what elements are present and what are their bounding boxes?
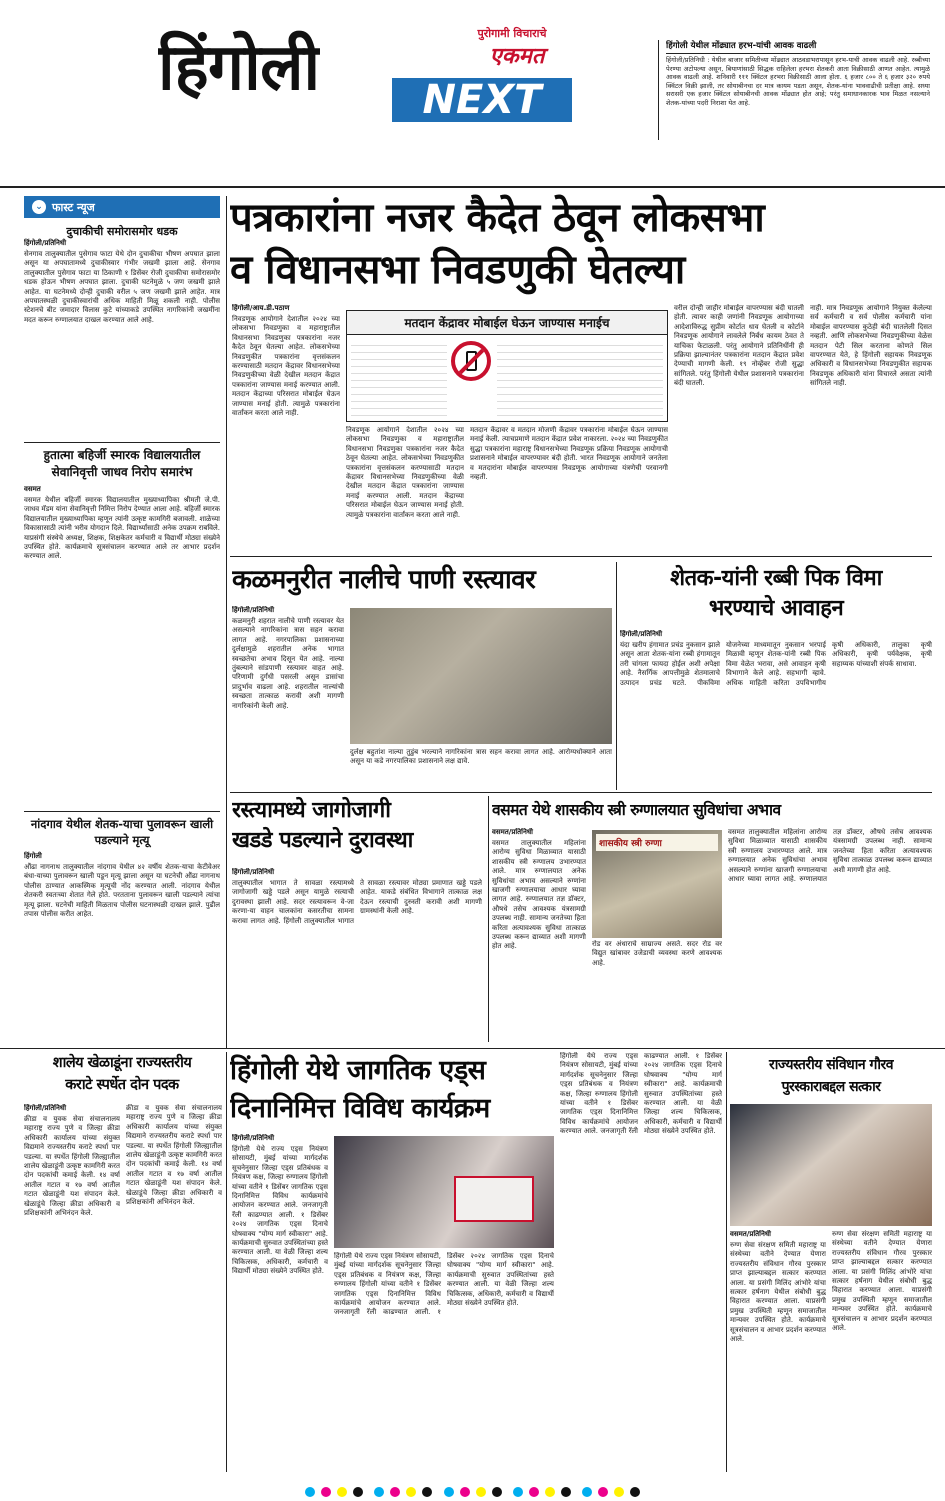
kalamnuri-headline: कळमनुरीत नालीचे पाणी रस्त्यावर [232,565,536,595]
award-headline [730,1054,932,1098]
roads-headline-line1: रस्त्यामध्ये जागोजागी [232,798,391,823]
roads-headline-line2: खडडे पडल्याने दुरावस्था [232,828,413,853]
aids-text-extra: हिंगोली येथे राज्य एड्स नियंत्रण सोसायटी, मुंबई यांच्या मार्गदर्शक सूचनेनुसार जिल्हा एड्स प्रतिबंधक व नियंत्रण कक्ष, जिल्हा रुग्णालय हिंगोली यांच्या वतीने १ डिसेंबर जागतिक एड्स दिनानिमित्त विविध कार्यक्रमांचे आयोजन करण्यात आले. जनजागृती रॅली काढण्यात आली. १ डिसेंबर २०२४ जागतिक एड्स दिनाचे घोषवाक्य "योग्य मार्ग स्वीकारा" आहे. कार्यक्रमाची सुरुवात उपस्थितांच्या हस्ते करण्यात आली. या वेळी जिल्हा शल्य चिकित्सक, अधिकारी, कर्मचारी व विद्यार्थी मोठ्या संख्येने उपस्थित होते. [560,1052,722,1136]
hospital-photo [592,830,722,938]
hospital-byline: वसमत/प्रतिनिधी [492,828,533,836]
chevron-down-icon: ⌄ [32,200,46,214]
top-brief-headline: हिंगोली येथील मोंढ्यात हरभ-यांची आवक वाढली [666,40,930,54]
fast-news-headline: दुचाकीची समोरासमोर धडक [66,225,178,238]
top-brief-text: हिंगोली/प्रतिनिधी : येथील बाजार समितीच्या मोंढ्यात आठवडाभरापासून हरभ-याची आवक वाढली आहे. रब्बीच्या पेरण्या अटोपल्या असून, बियाणांसाठी सिद्धक राहिलेला हरभरा शेतकरी आता विक्रीसाठी आणत आहेत. त्यामुळे आवक वाढली आहे. शनिवारी १११ क्विंटल हरभरा विक्रीसाठी आला होता. ६ हजार ८०० ते ६ हजार ३२० रुपये क्विंटल विक्री झाली, तर सोयाबीनचा दर मात्र कायम पडता असून, शेतक-यांना भाववाढीची प्रतीक्षा आहे. सध्या सरासरी एक हजार क्विंटल सोयाबीनची आवक मोंढ्यात होत आहे; परंतु समाधानकारक भाव मिळत नसल्याने शेतक-यांच्या पदरी निराशा येत आहे. [666,56,930,107]
karate-text: क्रीडा व युवक सेवा संचालनालय महाराष्ट्र राज्य पुणे व जिल्हा क्रीडा अधिकारी कार्यालय यांच्या संयुक्त विद्यमाने राज्यस्तरीय कराटे स्पर्धा पार पडल्या. या स्पर्धेत हिंगोली जिल्ह्यातील शालेय खेळाडूंनी उत्कृष्ट कामगिरी करत दोन पदकांची कमाई केली. १४ वर्षा आतील गटात व १७ वर्षा आतील गटात खेळाडूंनी यश संपादन केले. खेळाडूंचे जिल्हा क्रीडा अधिकारी व प्रशिक्षकांनी अभिनंदन केले. [24,1115,120,1218]
kalamnuri-photo [350,608,612,744]
hospital-headline: वसमत येथे शासकीय स्त्री रुग्णालयात सुविधांचा अभाव [492,801,781,819]
no-phone-icon [451,341,491,381]
infobox-text-left [351,339,447,419]
lead-col-5 [810,304,932,550]
fast-news-item [24,224,220,438]
crop-text: यंदा खरीप हंगामात प्रचंड नुकसान झाले असून आता शेतक-यांना रब्बी हंगामातून तरी चांगला फायदा होईल अशी अपेक्षा आहे. नैसर्गिक आपत्तीमुळे शेतमालाचे उत्पादन प्रचंड घटते. पीकविमा योजनेच्या माध्यमातून नुकसान भरपाई मिळावी म्हणून शेतक-यांनी रब्बी पिक विमा वेळेत भरावा, असे आवाहन कृषी विभागाने केले आहे. सहभागी व्हावे. अधिक माहिती करिता उपविभागीय कृषी अधिकारी, तालुका कृषी अधिकारी, कृषी पर्यवेक्षक, कृषी सहाय्यक यांच्याशी संपर्क साधावा. [620,641,932,687]
fast-news-banner [24,196,220,218]
lead-col-1 [232,304,340,550]
award-text: रुग्ण सेवा संरक्षण समिती महाराष्ट्र या संस्थेच्या वतीने देण्यात येणारा राज्यस्तरीय संविधान गौरव पुरस्कार प्राप्त झाल्याबद्दल सत्कार करण्यात आला. या प्रसंगी मिलिंद आंभोरे यांचा सत्कार हर्षनाग येथील संबोधी बुद्ध विहारात करण्यात आला. याप्रसंगी प्रमुख उपस्थिती म्हणून समाजातील मान्यवर उपस्थित होते. कार्यक्रमाचे सूत्रसंचालन व आभार प्रदर्शन करण्यात आले. [730,1241,826,1344]
aids-banner [454,1176,534,1222]
award-text-more: रुग्ण सेवा संरक्षण समिती महाराष्ट्र या संस्थेच्या वतीने देण्यात येणारा राज्यस्तरीय संविधान गौरव पुरस्कार प्राप्त झाल्याबद्दल सत्कार करण्यात आला. या प्रसंगी मिलिंद आंभोरे यांचा सत्कार हर्षनाग येथील संबोधी बुद्ध विहारात करण्यात आला. याप्रसंगी प्रमुख उपस्थिती म्हणून समाजातील मान्यवर उपस्थित होते. कार्यक्रमाचे सूत्रसंचालन व आभार प्रदर्शन करण्यात आले. [832,1230,932,1333]
lead-col-4 [674,304,804,550]
crop-headline [620,564,932,624]
aids-headline-line1: हिंगोली येथे जागतिक एड्स [230,1055,486,1086]
lead-headline-line1: पत्रकारांना नजर कैदेत ठेवून लोकसभा [230,195,765,241]
crop-headline-line1: शेतक-यांनी रब्बी पिक विमा [670,566,882,591]
lead-text-col5: नाही. मात्र निवडणूक आयोगाने नियुक्त केलेल्या सर्व कर्मचारी व सर्व पोलीस कर्मचारी यांना मोबाईल वापरण्यास कुठेही बंदी घातलेली दिसत नव्हती. आणि लोकसभेच्या निवडणुकीच्या वेळेस मतदान पेटी सिल करताना कोणते सिल वापरण्यात येते, हे हिंगोली सहायक निवडणूक अधिकारी व विधानसभेच्या निवडणुकीत सहायक निवडणूक अधिकारी यांना विचारले असता त्यांनी सांगितले नाही. [810,304,932,388]
top-brief [666,40,930,140]
registration-marks [0,1482,945,1498]
lead-text-col3: मतदान केंद्रावर व मतदान मोजणी केंद्रावर पत्रकारांना मोबाईल घेऊन जाण्यास मनाई केली. त्याचप्रमाणे मतदान केंद्रात प्रवेश नाकारला. २०२४ च्या निवडणुकीत सुद्धा पत्रकारांना महाराष्ट्र विधानसभेच्या निवडणूक प्रक्रिया निवडणूक आयोगाची प्रशासनाने मोबाईल वापरण्यावर बंदी होती. भारत निवडणूक आयोगाने जनतेला व मतदारांना मोबाईल वापरण्यास निवडणूक आयोगाच्या यंत्रणेची परवानगी नव्हती. [470,426,668,482]
fast-news-headline: हुतात्मा बहिर्जी स्मारक विद्यालयातील सेवानिवृत्ती जाधव निरोप समारंभ [43,448,201,479]
fast-news-text: सेनगाव तालुक्यातील पुसेगाव फाटा येथे दोन दुचाकीचा भीषण अपघात झाला असून या अपघातामध्ये दुचाकीस्वार गंभीर जखमी झाला आहे. सेनगाव तालुक्यातील पुसेगाव फाटा या ठिकाणी १ डिसेंबर रोजी दुचाकीचा समोरासमोर धडक होऊन भीषण अपघात झाला. दुचाकी घटनेमुळे ५ जण जखमी झाले आहेत. या घटनेमध्ये दोन्ही दुचाकी वरील ५ जण जखमी झाले आहेत. मात्र अपघातस्थळी दुचाकीस्वारांची अधिक माहिती मिळू शकली नाही. पोलीस स्टेशनचे बीट जमादार विलास कुटे यांच्याकडे उपस्थित नागरिकांनी जखमींना मदत करून रुग्णालयात दाखल करण्यात आले आहे. [24,250,220,324]
hospital-text-col3 [728,828,932,1040]
next-logo: NEXT [392,78,572,122]
lead-text-col1: निवडणूक आयोगाने देशातील २०२४ च्या लोकसभा निवडणुका व महाराष्ट्रातील विधानसभा निवडणुका पत्रकारांना नजर कैदेत ठेवून घेतल्या आहेत. लोकसभेच्या निवडणुकीत पत्रकारांना वृत्तसंकलन करण्यासाठी मतदान केंद्रावर विधानसभेच्या निवडणुकीच्या वेळी देखील मतदान केंद्रात पत्रकारांना जाण्यास मनाई करण्यात आली. मतदान केंद्राच्या परिसरात मोबाईल घेऊन जाण्यास मनाई होती. त्यामुळे पत्रकारांना वार्तांकन करता आले नाही. [232,315,340,418]
aids-text-col [232,1134,328,1474]
kalamnuri-text: कळमनुरी शहरात नालीचे पाणी रस्त्यावर येत असल्याने नागरिकांना त्रास सहन करावा लागत आहे. नगरपालिका प्रशासनाच्या दुर्लक्षामुळे शहरातील अनेक भागात स्वच्छतेचा अभाव दिसून येत आहे. नाल्या तुंबल्याने सांडपाणी रस्त्यावर वाहत आहे. परिणामी दुर्गंधी पसरली असून डासांचा प्रादुर्भाव वाढला आहे. शहरातील नाल्यांची स्वच्छता तात्काळ करावी अशी मागणी नागरिकांनी केली आहे. [232,617,344,710]
fast-news-column [24,196,220,1046]
aids-photo [334,1136,554,1248]
award-text-col [730,1230,826,1474]
infobox-title: मतदान केंद्रावर मोबाईल घेऊन जाण्यास मनाईच [347,311,667,335]
fast-news-text: वसमत येथील बहिर्जी स्मारक विद्यालयातील मुख्याध्यापिका श्रीमती जे.पी. जाधव मॅडम यांना सेवानिवृत्ती निमित्त निरोप देण्यात आला आहे. बहिर्जी स्मारक विद्यालयातील मुख्याध्यापिका म्हणून त्यांनी उत्कृष्ट कामगिरी बजावली. शाळेच्या विकासासाठी त्यांनी भरीव योगदान दिले. विद्यार्थ्यांसाठी अनेक उपक्रम राबविले. याप्रसंगी संस्थेचे अध्यक्ष, शिक्षक, शिक्षकेतर कर्मचारी व विद्यार्थी मोठ्या संख्येने उपस्थित होते. कार्यक्रमाचे सूत्रसंचालन करण्यात आले तर आभार प्रदर्शन करण्यात आले. [24,496,220,561]
karate-byline: हिंगोली/प्रतिनिधी [24,1104,67,1112]
kalamnuri-caption: दुर्लक्ष बहुतांश नाल्या तुडुंब भरल्याने नागरिकांना त्रास सहन करावा लागत आहे. आरोग्यधोक्याने आता असून या कडे नगरपालिका प्रशासनाने लक्ष द्यावे. [350,748,612,766]
karate-text-col2 [126,1104,222,1472]
aids-byline: हिंगोली/प्रतिनिधी [232,1134,275,1142]
fast-news-item [24,447,220,807]
roads-headline [232,796,482,856]
aids-text-col4 [560,1052,722,1474]
lead-infobox [346,310,668,422]
award-text-col2 [832,1230,932,1474]
roads-text-col [232,868,482,1040]
karate-headline-line1: शालेय खेळाडूंना राज्यस्तरीय [52,1055,192,1071]
hospital-caption: रोड वर अंधाराचे साम्राज्य असते. सदर रोड वर विद्युत खांबावर उजेडाची व्यवस्था करणे आवश्यक आहे. [592,940,722,967]
lead-col-3 [470,426,668,550]
karate-headline-line2: कराटे स्पर्धेत दोन पदक [65,1077,179,1093]
hospital-text-col [492,828,586,1040]
karate-headline [24,1052,220,1096]
crop-headline-line2: भरण्याचे आवाहन [708,596,844,621]
fast-news-byline: हिंगोली/प्रतिनिधी [24,239,67,247]
award-photo [730,1104,932,1226]
fast-news-label: फास्ट न्यूज [52,200,95,214]
masthead-title: हिंगोली [158,31,320,105]
brand-logo: एकमत [489,44,545,69]
lead-text-col3b: निवडणूक आयोगाने देशातील २०२४ च्या लोकसभा निवडणुका व महाराष्ट्रातील विधानसभा निवडणुका पत्रकारांना नजर कैदेत ठेवून घेतल्या आहेत. लोकसभेच्या निवडणुकीत पत्रकारांना वृत्तसंकलन करण्यासाठी मतदान केंद्रावर विधानसभेच्या निवडणुकीच्या वेळी देखील मतदान केंद्रात पत्रकारांना जाण्यास मनाई करण्यात आली. मतदान केंद्राच्या परिसरात मोबाईल घेऊन जाण्यास मनाई होती. त्यामुळे पत्रकारांना वार्तांकन करता आले नाही. [346,426,464,519]
award-headline-line2: पुरस्काराबद्दल सत्कार [781,1079,881,1095]
hospital-sign: शासकीय स्त्री रुग्णा [596,834,718,851]
karate-text-more: क्रीडा व युवक सेवा संचालनालय महाराष्ट्र राज्य पुणे व जिल्हा क्रीडा अधिकारी कार्यालय यांच्या संयुक्त विद्यमाने राज्यस्तरीय कराटे स्पर्धा पार पडल्या. या स्पर्धेत हिंगोली जिल्ह्यातील शालेय खेळाडूंनी उत्कृष्ट कामगिरी करत दोन पदकांची कमाई केली. १४ वर्षा आतील गटात व १७ वर्षा आतील गटात खेळाडूंनी यश संपादन केले. खेळाडूंचे जिल्हा क्रीडा अधिकारी व प्रशिक्षकांनी अभिनंदन केले. [126,1104,222,1207]
fast-news-item [24,816,220,1046]
kalamnuri-byline: हिंगोली/प्रतिनिधी [232,606,275,614]
award-headline-line1: राज्यस्तरीय संविधान गौरव [768,1057,894,1073]
fast-news-text: औंढा नागनाथ तालुक्यातील नांदगाव येथील ४२ वर्षीय शेतक-याचा केटीवेअर बंधा-याच्या पुलावरून खाली पडून मृत्यू झाला असून या घटनेची औंढा नागनाथ पोलीस ठाण्यात आकस्मिक मृत्यूची नोंद करण्यात आली. नांदगाव येथील शेतकरी स्वतःच्या शेतात गेले होते. परतताना पुलावरून खाली पडल्याने त्यांचा मृत्यू झाला. घटनेची माहिती मिळताच पोलीस घटनास्थळी दाखल झाले. पुढील तपास पोलीस करीत आहेत. [24,863,220,919]
lead-headline [230,192,930,298]
lead-headline-line2: व विधानसभा निवडणुकी घेतल्या [230,247,685,293]
masthead [0,0,945,142]
crop-text-col [620,630,932,788]
infobox-text-right [497,339,663,419]
crop-byline: हिंगोली/प्रतिनिधी [620,630,663,638]
roads-byline: हिंगोली/प्रतिनिधी [232,868,275,876]
brand-tag: पुरोगामी विचाराचे [477,27,547,40]
kalamnuri-text-col [232,606,344,786]
lead-col-3b [346,426,464,550]
karate-text-col [24,1104,120,1472]
lead-byline: हिंगोली/आय.डी.पठाण [232,304,290,312]
fast-news-byline: हिंगोली [24,852,42,860]
award-byline: वसमत/प्रतिनिधी [730,1230,771,1238]
lead-text-col4: वरील दोन्ही जाहीर मोबाईल वापरण्यास बंदी घातली होती. त्यावर काही जणांनी निवडणूक आयोगाच्या आदेशाविरुद्ध सुप्रीम कोर्टात धाव घेतली व कोर्टाने निवडणूक आयोगाने लावलेले निर्बंध कायम ठेवत ते याचिका फेटाळली. परंतु आयोगाने प्रतिनिधींनी ही प्रक्रिया झाल्यानंतर पत्रकारांना मतदान केंद्रात प्रवेश देण्याची मागणी केली. १९ नोव्हेंबर रोजी सुद्धा सांगितले. परंतु हिंगोली येथील प्रशासनाने पत्रकारांना बंदी घातली. [674,304,804,388]
hospital-text: वसमत तालुक्यातील महिलांना आरोग्य सुविधा मिळाव्यात यासाठी शासकीय स्त्री रुग्णालय उभारण्यात आले. मात्र रुग्णालयात अनेक सुविधांचा अभाव असल्याने रुग्णांना खाजगी रुग्णालयाचा आधार घ्यावा लागत आहे. रुग्णालयात तज्ञ डॉक्टर, औषधे तसेच आवश्यक यंत्रसामग्री उपलब्ध नाही. सामान्य जनतेच्या हिता करिता अत्यावश्यक सुविधा तात्काळ उपलब्ध करून द्याव्यात अशी मागणी होत आहे. [492,839,586,951]
fast-news-byline: वसमत [24,485,41,493]
aids-text-more: हिंगोली येथे राज्य एड्स नियंत्रण सोसायटी, मुंबई यांच्या मार्गदर्शक सूचनेनुसार जिल्हा एड्स प्रतिबंधक व नियंत्रण कक्ष, जिल्हा रुग्णालय हिंगोली यांच्या वतीने १ डिसेंबर जागतिक एड्स दिनानिमित्त विविध कार्यक्रमांचे आयोजन करण्यात आले. जनजागृती रॅली काढण्यात आली. १ डिसेंबर २०२४ जागतिक एड्स दिनाचे घोषवाक्य "योग्य मार्ग स्वीकारा" आहे. कार्यक्रमाची सुरुवात उपस्थितांच्या हस्ते करण्यात आली. या वेळी जिल्हा शल्य चिकित्सक, अधिकारी, कर्मचारी व विद्यार्थी मोठ्या संख्येने उपस्थित होते. [334,1252,554,1317]
aids-headline-line2: दिनानिमित्त विविध कार्यक्रम [230,1093,490,1124]
fast-news-headline: नांदगाव येथील शेतक-याचा पुलावरून खाली पडल्याने मृत्यू [30,817,214,847]
aids-text-col3 [334,1252,554,1474]
aids-text: हिंगोली येथे राज्य एड्स नियंत्रण सोसायटी, मुंबई यांच्या मार्गदर्शक सूचनेनुसार जिल्हा एड्स प्रतिबंधक व नियंत्रण कक्ष, जिल्हा रुग्णालय हिंगोली यांच्या वतीने १ डिसेंबर जागतिक एड्स दिनानिमित्त विविध कार्यक्रमांचे आयोजन करण्यात आले. जनजागृती रॅली काढण्यात आली. १ डिसेंबर २०२४ जागतिक एड्स दिनाचे घोषवाक्य "योग्य मार्ग स्वीकारा" आहे. कार्यक्रमाची सुरुवात उपस्थितांच्या हस्ते करण्यात आली. या वेळी जिल्हा शल्य चिकित्सक, अधिकारी, कर्मचारी व विद्यार्थी मोठ्या संख्येने उपस्थित होते. [232,1145,328,1276]
roads-text: तालुक्यातील भागात ते सावळा रस्त्यामध्ये जागोजागी खड्डे पडले असून यामुळे रस्त्याची दुरावस्था झाली आहे. सदर रस्त्यावरून वे-जा करणा-या वाहन चालकांना कसरतीचा सामना करावा लागत आहे. हिंगोली तालुक्यातील भागात ते सावळा रस्त्यावर मोठ्या प्रमाणात खड्डे पडले आहेत. याकडे संबंधित विभागाने तात्काळ लक्ष देऊन रस्त्याची दुरुस्ती करावी अशी मागणी ग्रामस्थांनी केली आहे. [232,879,482,925]
hospital-text-more: वसमत तालुक्यातील महिलांना आरोग्य सुविधा मिळाव्यात यासाठी शासकीय स्त्री रुग्णालय उभारण्यात आले. मात्र रुग्णालयात अनेक सुविधांचा अभाव असल्याने रुग्णांना खाजगी रुग्णालयाचा आधार घ्यावा लागत आहे. रुग्णालयात तज्ञ डॉक्टर, औषधे तसेच आवश्यक यंत्रसामग्री उपलब्ध नाही. सामान्य जनतेच्या हिता करिता अत्यावश्यक सुविधा तात्काळ उपलब्ध करून द्याव्यात अशी मागणी होत आहे. [728,828,932,884]
